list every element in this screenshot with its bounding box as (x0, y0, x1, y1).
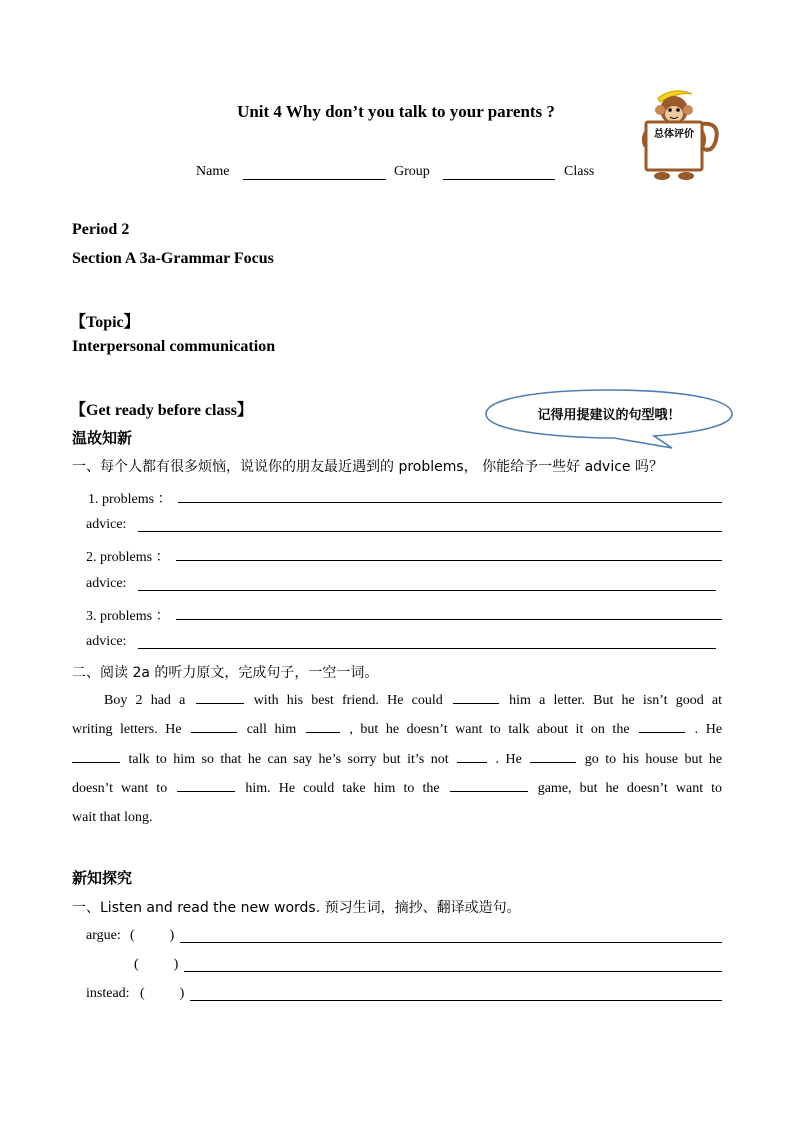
word-label-3: instead: (86, 986, 130, 1001)
paragraph-text: doesn’t want to (72, 780, 168, 796)
class-label: Class (564, 164, 595, 179)
problem-label-1: 1. problems ： (88, 492, 172, 507)
word-blank-1[interactable] (180, 942, 722, 943)
answer-blank[interactable] (72, 748, 120, 763)
section-heading: Section A 3a-Grammar Focus (72, 250, 274, 267)
word-blank-3[interactable] (190, 1000, 722, 1001)
problem-blank-3[interactable] (176, 619, 722, 620)
paragraph-line-1 (72, 686, 722, 715)
advice-blank-2[interactable] (138, 590, 716, 591)
answer-blank[interactable] (639, 718, 685, 733)
paragraph-text: with his best friend. He could (253, 693, 443, 708)
answer-blank[interactable] (530, 748, 576, 763)
fill-in-paragraph (72, 686, 722, 832)
group-blank[interactable] (443, 179, 555, 180)
advice-label-3: advice: (86, 634, 127, 649)
advice-blank-3[interactable] (138, 648, 716, 649)
paragraph-line-4 (72, 774, 722, 803)
paragraph-line-2 (72, 715, 722, 744)
page-title: Unit 4 Why don’t you talk to your parents ? (237, 102, 555, 121)
monkey-evaluation-logo (628, 84, 722, 182)
paragraph-text: call him (246, 722, 297, 738)
paragraph-text: writing letters. He (72, 722, 182, 738)
paragraph-text: , but he doesn’t want to talk about it on the (349, 722, 630, 738)
problem-blank-2[interactable] (176, 560, 722, 561)
answer-blank[interactable] (453, 689, 499, 704)
answer-blank[interactable] (306, 718, 340, 733)
paragraph-text: wait that long. (72, 810, 153, 826)
paragraph-text: talk to him so that he can say he’s sorry but it’s not (128, 751, 449, 767)
get-ready-heading: 【Get ready before class】 (70, 402, 253, 419)
word-paren-3[interactable]: ( ) (140, 986, 185, 1001)
answer-blank[interactable] (457, 748, 487, 763)
word-label-1: argue: (86, 928, 121, 943)
paragraph-text: him a letter. But he isn’t good at (509, 693, 723, 708)
problem-label-2: 2. problems ： (86, 550, 170, 565)
review-task-2: 二、阅读 2a 的听力原文，完成句子，一空一词。 (72, 665, 379, 681)
new-heading: 新知探究 (72, 869, 133, 887)
paragraph-line-5 (72, 803, 722, 832)
name-label: Name (196, 164, 230, 179)
period-heading: Period 2 (72, 221, 130, 238)
answer-blank[interactable] (177, 777, 235, 792)
advice-label-1: advice: (86, 517, 127, 532)
advice-label-2: advice: (86, 576, 127, 591)
paragraph-text: go to his house but he (584, 751, 723, 767)
advice-blank-1[interactable] (138, 531, 722, 532)
badge-text: 总体评价 (654, 129, 694, 140)
review-heading: 温故知新 (72, 429, 133, 447)
review-task-1: 一、每个人都有很多烦恼，说说你的朋友最近遇到的 problems， 你能给予一些好 advice 吗？ (72, 459, 663, 475)
problem-blank-1[interactable] (178, 502, 722, 503)
answer-blank[interactable] (191, 718, 237, 733)
name-blank[interactable] (243, 179, 386, 180)
paragraph-text: . He (495, 751, 522, 767)
paragraph-text: Boy 2 had a (104, 693, 186, 708)
topic-text: Interpersonal communication (72, 338, 276, 355)
word-paren-1[interactable]: ( ) (130, 928, 175, 943)
topic-heading: 【Topic】 (70, 314, 140, 331)
answer-blank[interactable] (450, 777, 528, 792)
word-blank-2[interactable] (184, 971, 722, 972)
paragraph-line-3 (72, 745, 722, 774)
paragraph-text: him. He could take him to the (245, 780, 440, 796)
group-label: Group (394, 164, 430, 179)
hint-bubble-text: 记得用提建议的句型哦！ (537, 408, 681, 423)
hint-bubble (484, 388, 734, 456)
problem-label-3: 3. problems ： (86, 609, 170, 624)
paragraph-text: . He (694, 722, 723, 738)
paragraph-text: game, but he doesn’t want to (537, 780, 723, 796)
new-task-1: 一、Listen and read the new words. 预习生词，摘抄、翻译或造句。 (72, 900, 521, 916)
answer-blank[interactable] (196, 689, 244, 704)
word-paren-2[interactable]: ( ) (134, 957, 179, 972)
